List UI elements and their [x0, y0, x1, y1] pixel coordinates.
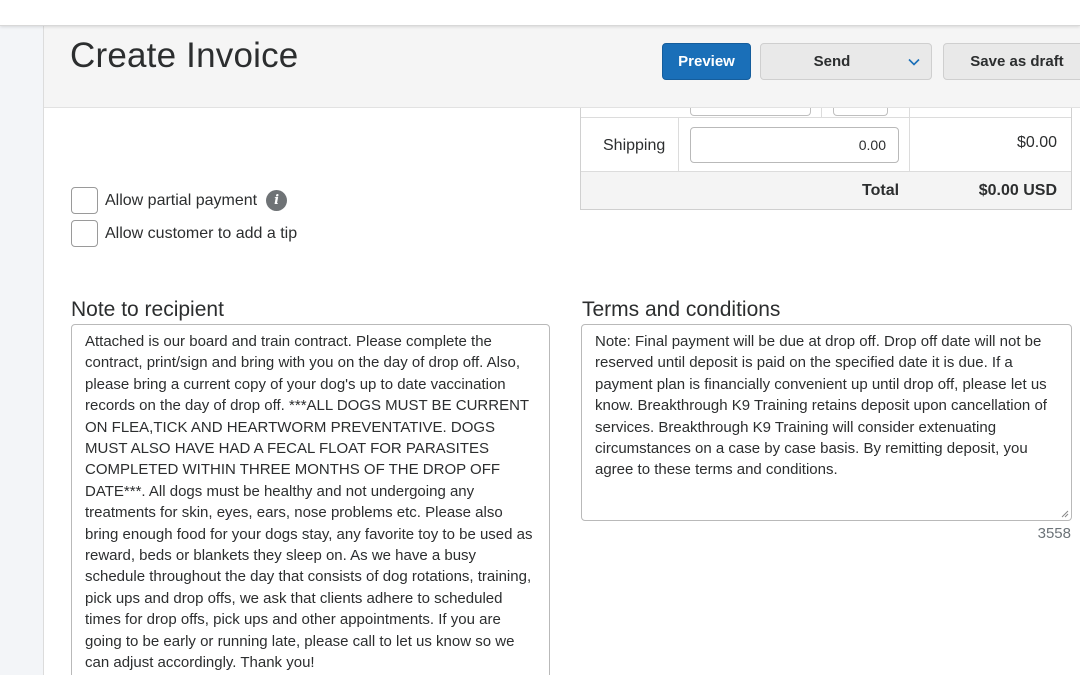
- tip-checkbox[interactable]: [71, 220, 98, 247]
- total-label: Total: [862, 182, 900, 199]
- terms-textarea[interactable]: [581, 324, 1072, 521]
- page-header: [44, 26, 1080, 108]
- terms-text: Note: Final payment will be due at drop off. Drop off date will not be reserved until deposit is paid on the specified date it is due. If a payment plan is financially convenient up until drop off, please let us know. Breakthrough K9 Training retains deposit upon cancellation of services. Breakthrough K9 Training will consider extenuating circumstances on a case by case basis. By remitting deposit, you agree to these terms and conditions.: [595, 333, 1047, 479]
- character-count: 3558: [1037, 525, 1071, 542]
- note-title: Note to recipient: [71, 298, 224, 321]
- chevron-down-icon[interactable]: [907, 55, 921, 69]
- left-sidebar-edge: [0, 26, 44, 675]
- note-textarea[interactable]: Attached is our board and train contract. Please complete the contract, print/sign and bring with you on the day of drop off. Also, please bring a current copy of your dog's up to date vaccination records on the day of drop off. ***ALL DOGS MUST BE CURRENT ON FLEA,TICK AND HEARTWORM PREVENTATIVE. DOGS MUST ALSO HAVE HAD A FECAL FLOAT FOR PARASITES COMPLETED WITHIN THREE MONTHS OF THE DROP OFF DATE***. All dogs must be healthy and not undergoing any treatments for skin, eyes, ears, nose problems etc. Please also bring enough food for your dogs stay, any favorite toy to be used as reward, beds or blankets they sleep on. As we have a busy schedule throughout the day that consists of dog rotations, training, pick ups and drop offs, we ask that clients adhere to scheduled times for drop offs, pick ups and other appointments. If you are going to be early or running late, please call to let us know so we can adjust accordingly. Thank you!: [71, 324, 550, 675]
- send-button-label: Send: [813, 53, 851, 70]
- partial-payment-label[interactable]: Allow partial payment: [105, 191, 258, 209]
- preview-button[interactable]: Preview: [662, 43, 751, 80]
- column-divider: [821, 108, 822, 118]
- partial-payment-option: [71, 187, 287, 214]
- totals-row-partial: [581, 108, 1071, 118]
- info-icon[interactable]: i: [266, 190, 287, 211]
- top-navigation-bar: [0, 0, 1080, 26]
- total-row: [581, 171, 1071, 209]
- resize-handle-icon[interactable]: [1059, 508, 1069, 518]
- shipping-label: Shipping: [603, 137, 666, 154]
- tip-label[interactable]: Allow customer to add a tip: [105, 224, 298, 242]
- tip-option: [71, 220, 297, 247]
- shipping-input[interactable]: 0.00: [690, 127, 899, 163]
- total-amount: $0.00 USD: [978, 182, 1057, 199]
- shipping-amount: $0.00: [1016, 134, 1057, 151]
- save-as-draft-button[interactable]: Save as draft: [943, 43, 1080, 80]
- column-divider: [678, 118, 679, 171]
- partial-payment-checkbox[interactable]: [71, 187, 98, 214]
- page-title: Create Invoice: [70, 36, 299, 75]
- send-button[interactable]: [760, 43, 932, 80]
- terms-title: Terms and conditions: [582, 298, 781, 321]
- invoice-totals-table: [580, 108, 1072, 210]
